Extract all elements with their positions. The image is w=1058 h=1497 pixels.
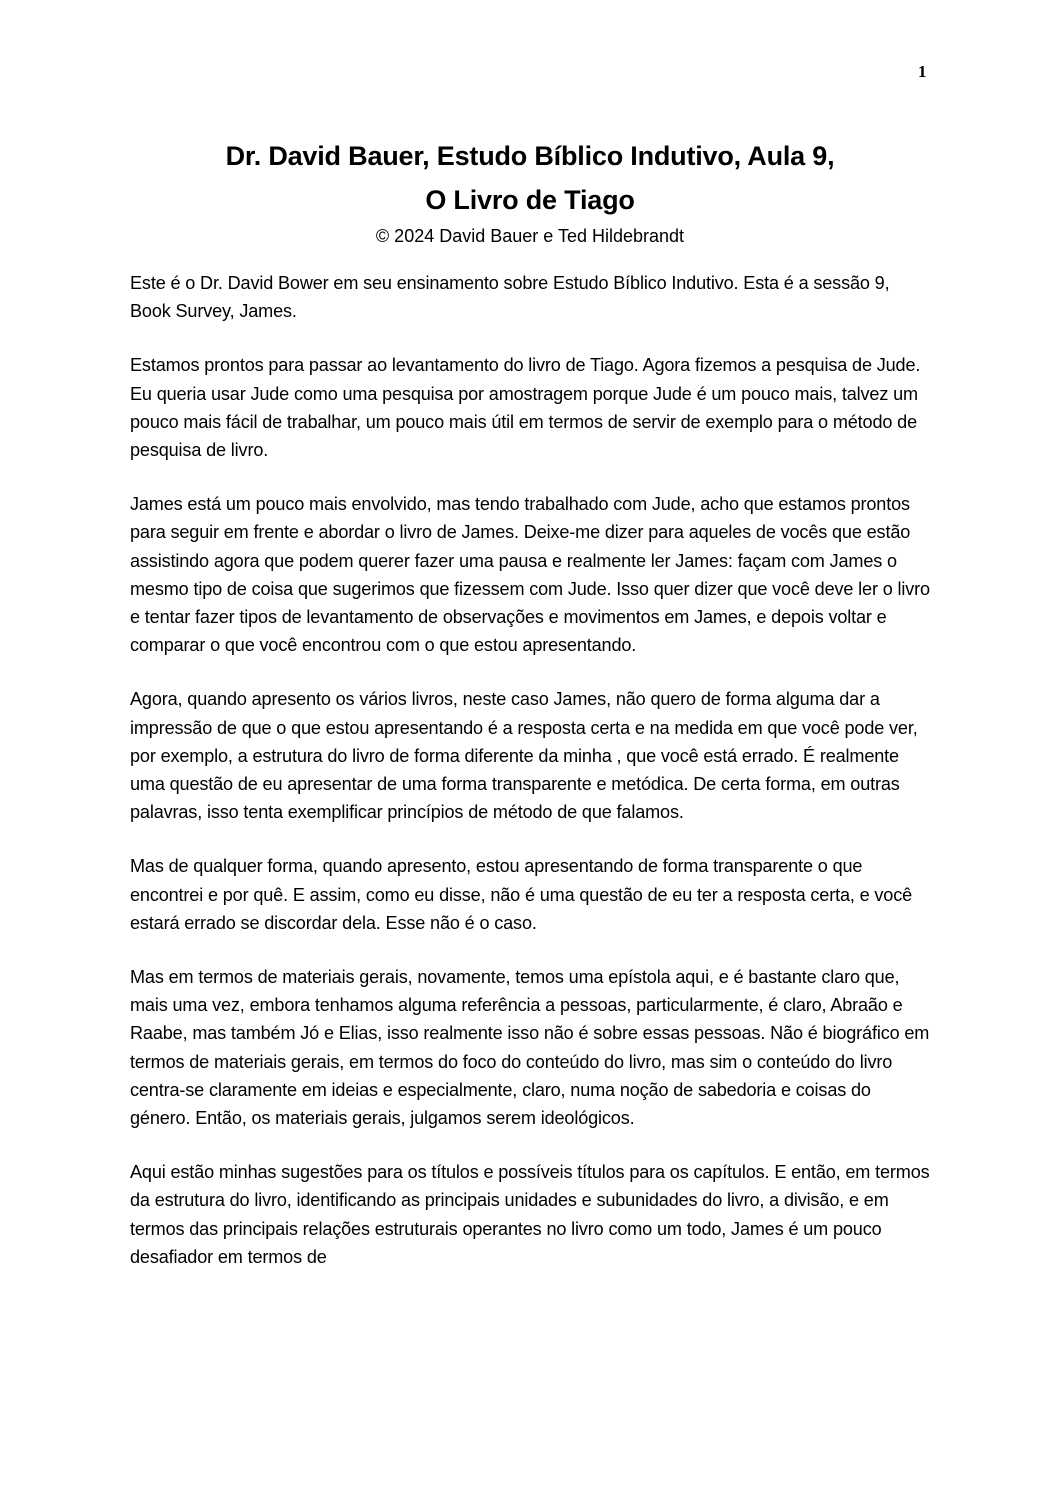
body-paragraph: Agora, quando apresento os vários livros, neste caso James, não quero de forma alguma dar a impressão de que o que estou apresentando é a resposta certa e na medida em que você pode ver, por exemplo, a estrutura do livro de forma diferente da minha , que você está errado. É realmente uma questão de eu apresentar de uma forma transparente e metódica. De certa forma, em outras palavras, isso tenta exemplificar princípios de método de que falamos. (130, 689, 918, 823)
document-header (60, 134, 1000, 250)
body-paragraph: Aqui estão minhas sugestões para os títulos e possíveis títulos para os capítulos. E então, em termos da estrutura do livro, identificando as principais unidades e subunidades do livro, a divisão, e em termos das principais relações estruturais operantes no livro como um todo, James é um pouco desafiador em termos de (130, 1162, 930, 1267)
body-paragraph: Estamos prontos para passar ao levantamento do livro de Tiago. Agora fizemos a pesquisa de Jude. Eu queria usar Jude como uma pesquisa por amostragem porque Jude é um pouco mais, talvez um pouco mais fácil de trabalhar, um pouco mais útil em termos de servir de exemplo para o método de pesquisa de livro. (130, 355, 921, 461)
body-paragraph: Este é o Dr. David Bower em seu ensinamento sobre Estudo Bíblico Indutivo. Esta é a sessão 9, Book Survey, James. (130, 273, 890, 322)
document-body (130, 269, 930, 1297)
page-number: 1 (918, 62, 927, 81)
body-paragraph: Mas em termos de materiais gerais, novamente, temos uma epístola aqui, e é bastante claro que, mais uma vez, embora tenhamos alguma referência a pessoas, particularmente, é claro, Abraão e Raabe, mas também Jó e Elias, isso realmente isso não é sobre essas pessoas. Não é biográfico em termos de materiais gerais, em termos do foco do conteúdo do livro, mas sim o conteúdo do livro centra-se claramente em ideias e especialmente, claro, numa noção de sabedoria e coisas do género. Então, os materiais gerais, julgamos serem ideológicos. (130, 967, 930, 1129)
body-paragraph: James está um pouco mais envolvido, mas tendo trabalhado com Jude, acho que estamos prontos para seguir em frente e abordar o livro de James. Deixe-me dizer para aqueles de vocês que estão assistindo agora que podem querer fazer uma pausa e realmente ler James: façam com James o mesmo tipo de coisa que sugerimos que fizessem com Jude. Isso quer dizer que você deve ler o livro e tentar fazer tipos de levantamento de observações e movimentos em James, e depois voltar e comparar o que você encontrou com o que estou apresentando. (130, 494, 930, 656)
document-title-line-2: O Livro de Tiago (425, 185, 635, 215)
body-paragraph: Mas de qualquer forma, quando apresento, estou apresentando de forma transparente o que encontrei e por quê. E assim, como eu disse, não é uma questão de eu ter a resposta certa, e você estará errado se discordar dela. Esse não é o caso. (130, 856, 913, 933)
document-title-line-1: Dr. David Bauer, Estudo Bíblico Indutivo, Aula 9, (225, 141, 835, 171)
copyright-notice: © 2024 David Bauer e Ted Hildebrandt (375, 226, 685, 246)
